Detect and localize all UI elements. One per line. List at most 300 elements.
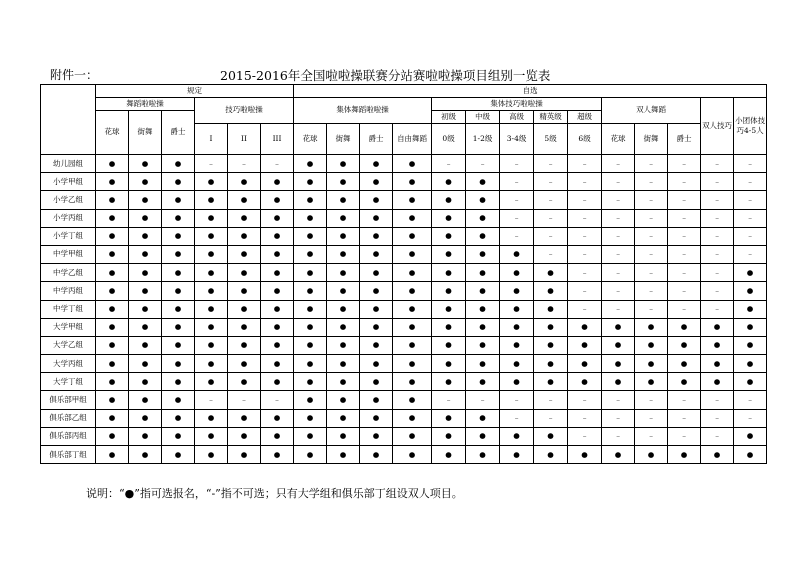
mark-cell: – [701, 409, 734, 427]
table-row [41, 318, 767, 336]
mark-cell: – [701, 245, 734, 263]
table-row [41, 282, 767, 300]
mark-cell: ● [432, 300, 466, 318]
mark-cell: ● [432, 355, 466, 373]
mark-cell: – [228, 155, 261, 173]
mark-cell: ● [228, 191, 261, 209]
mark-cell: ● [327, 264, 360, 282]
mark-cell: ● [294, 191, 327, 209]
mark-cell: ● [96, 282, 129, 300]
mark-cell: ● [466, 446, 500, 464]
mark-cell: ● [466, 191, 500, 209]
annex-label: 附件一： [50, 68, 99, 82]
mark-cell: ● [96, 318, 129, 336]
mark-cell: ● [195, 427, 228, 445]
mark-cell: ● [129, 318, 162, 336]
mark-cell: ● [635, 373, 668, 391]
mark-cell: ● [393, 409, 432, 427]
table-row [41, 427, 767, 445]
mark-cell: ● [162, 336, 195, 354]
mark-cell: – [500, 409, 534, 427]
mark-cell: – [668, 300, 701, 318]
dance-type-jiewu: 街舞 [129, 111, 162, 155]
mark-cell: ● [734, 318, 767, 336]
mark-cell: – [668, 409, 701, 427]
mark-cell: ● [602, 446, 635, 464]
mark-cell: ● [327, 427, 360, 445]
mark-cell: ● [360, 318, 393, 336]
mark-cell: ● [500, 355, 534, 373]
mark-cell: ● [294, 391, 327, 409]
mark-cell: ● [534, 446, 568, 464]
mark-cell: ● [360, 209, 393, 227]
mark-cell: ● [602, 336, 635, 354]
mark-cell: ● [432, 427, 466, 445]
mark-cell: ● [432, 409, 466, 427]
mark-cell: ● [734, 264, 767, 282]
mark-cell: ● [162, 355, 195, 373]
mark-cell: – [568, 282, 602, 300]
mark-cell: – [500, 155, 534, 173]
mark-cell: – [602, 227, 635, 245]
mark-cell: ● [228, 209, 261, 227]
small-group-skill-header: 小团体技巧4-5人 [734, 98, 767, 155]
mark-cell: ● [360, 409, 393, 427]
mark-cell: ● [129, 264, 162, 282]
table-body [41, 155, 767, 464]
mark-cell: ● [96, 373, 129, 391]
mark-cell: ● [360, 355, 393, 373]
mark-cell: – [701, 300, 734, 318]
mark-cell: ● [327, 173, 360, 191]
row-group-label: 中学甲组 [41, 245, 96, 263]
mark-cell: – [534, 245, 568, 263]
mark-cell: ● [701, 318, 734, 336]
row-group-label: 小学甲组 [41, 173, 96, 191]
mark-cell: ● [602, 355, 635, 373]
mark-cell: ● [534, 336, 568, 354]
mark-cell: ● [534, 318, 568, 336]
mark-cell: ● [162, 318, 195, 336]
mark-cell: ● [568, 318, 602, 336]
mark-cell: ● [568, 446, 602, 464]
mark-cell: ● [327, 336, 360, 354]
mark-cell: ● [432, 336, 466, 354]
mark-cell: ● [466, 245, 500, 263]
mark-cell: – [701, 282, 734, 300]
mark-cell: ● [668, 373, 701, 391]
mark-cell: ● [228, 264, 261, 282]
mark-cell: ● [162, 282, 195, 300]
document-title: 2015-2016年全国啦啦操联赛分站赛啦啦操项目组别一览表 [220, 68, 551, 83]
skill-cheer-header: 技巧啦啦操 [195, 98, 294, 124]
pair-dance-header: 双人舞蹈 [602, 98, 701, 124]
mark-cell: ● [393, 391, 432, 409]
mark-cell: ● [668, 355, 701, 373]
mark-cell: ● [327, 209, 360, 227]
mark-cell: ● [294, 173, 327, 191]
mark-cell: ● [466, 209, 500, 227]
mark-cell: ● [327, 373, 360, 391]
mark-cell: – [635, 300, 668, 318]
mark-cell: ● [129, 173, 162, 191]
row-group-label: 俱乐部丙组 [41, 427, 96, 445]
mark-cell: – [228, 391, 261, 409]
mark-cell: ● [96, 300, 129, 318]
mark-cell: – [261, 155, 294, 173]
mark-cell: ● [195, 355, 228, 373]
mark-cell: ● [466, 355, 500, 373]
mark-cell: – [568, 227, 602, 245]
mark-cell: – [602, 300, 635, 318]
table-row [41, 446, 767, 464]
mark-cell: ● [195, 300, 228, 318]
mark-cell: ● [96, 245, 129, 263]
mark-cell: ● [466, 300, 500, 318]
mark-cell: ● [432, 173, 466, 191]
mark-cell: ● [195, 191, 228, 209]
mark-cell: – [734, 209, 767, 227]
mark-cell: – [668, 173, 701, 191]
mark-cell: – [701, 427, 734, 445]
event-table [40, 84, 767, 464]
level-1-2: 1-2级 [466, 124, 500, 155]
mark-cell: – [534, 191, 568, 209]
table-row [41, 209, 767, 227]
mark-cell: ● [261, 318, 294, 336]
mark-cell: ● [360, 245, 393, 263]
row-group-label: 俱乐部甲组 [41, 391, 96, 409]
pair-skill-header: 双人技巧 [701, 98, 734, 155]
mark-cell: ● [261, 245, 294, 263]
mark-cell: – [195, 155, 228, 173]
mark-cell: ● [261, 409, 294, 427]
optional-header: 自选 [294, 85, 767, 98]
mark-cell: ● [228, 336, 261, 354]
mark-cell: – [668, 191, 701, 209]
mark-cell: ● [129, 409, 162, 427]
group-dance-type-huaqiu: 花球 [294, 124, 327, 155]
mark-cell: – [568, 155, 602, 173]
mark-cell: – [568, 264, 602, 282]
row-group-label: 大学甲组 [41, 318, 96, 336]
mark-cell: ● [327, 391, 360, 409]
mark-cell: ● [195, 245, 228, 263]
mark-cell: – [701, 391, 734, 409]
mark-cell: – [195, 391, 228, 409]
dance-type-huaqiu: 花球 [96, 111, 129, 155]
group-dance-type-free: 自由舞蹈 [393, 124, 432, 155]
mark-cell: ● [701, 373, 734, 391]
mark-cell: – [734, 227, 767, 245]
mark-cell: ● [261, 173, 294, 191]
mark-cell: – [534, 391, 568, 409]
mark-cell: ● [432, 318, 466, 336]
dance-type-jueshi: 爵士 [162, 111, 195, 155]
mark-cell: – [534, 409, 568, 427]
mark-cell: ● [466, 282, 500, 300]
mark-cell: ● [195, 227, 228, 245]
mark-cell: – [568, 191, 602, 209]
mark-cell: ● [393, 282, 432, 300]
row-group-label: 俱乐部丁组 [41, 446, 96, 464]
mark-cell: – [668, 391, 701, 409]
row-group-label: 小学乙组 [41, 191, 96, 209]
table-row [41, 264, 767, 282]
mark-cell: ● [360, 427, 393, 445]
mark-cell: ● [294, 318, 327, 336]
mark-cell: ● [327, 227, 360, 245]
mark-cell: ● [294, 264, 327, 282]
mark-cell: ● [734, 336, 767, 354]
mark-cell: ● [195, 409, 228, 427]
mark-cell: – [534, 173, 568, 191]
mark-cell: ● [393, 446, 432, 464]
mark-cell: ● [294, 282, 327, 300]
mark-cell: ● [466, 427, 500, 445]
mark-cell: ● [500, 245, 534, 263]
mark-cell: ● [393, 300, 432, 318]
mark-cell: ● [393, 245, 432, 263]
mark-cell: – [568, 300, 602, 318]
mark-cell: – [668, 155, 701, 173]
mark-cell: ● [500, 336, 534, 354]
mark-cell: ● [129, 336, 162, 354]
mark-cell: ● [360, 446, 393, 464]
mark-cell: ● [96, 227, 129, 245]
mark-cell: ● [96, 355, 129, 373]
mark-cell: ● [432, 245, 466, 263]
mark-cell: ● [360, 264, 393, 282]
mark-cell: ● [195, 373, 228, 391]
mark-cell: ● [129, 427, 162, 445]
mark-cell: ● [635, 336, 668, 354]
mark-cell: ● [294, 227, 327, 245]
mark-cell: ● [635, 355, 668, 373]
mark-cell: ● [393, 336, 432, 354]
mark-cell: ● [228, 373, 261, 391]
mark-cell: ● [393, 355, 432, 373]
mark-cell: ● [360, 227, 393, 245]
mark-cell: – [500, 391, 534, 409]
mark-cell: ● [602, 373, 635, 391]
mark-cell: ● [228, 355, 261, 373]
mark-cell: ● [327, 446, 360, 464]
level-name-chuji: 初级 [432, 111, 466, 124]
mark-cell: ● [360, 155, 393, 173]
mark-cell: ● [261, 191, 294, 209]
mark-cell: – [701, 209, 734, 227]
skill-type-3: III [261, 124, 294, 155]
mark-cell: ● [294, 427, 327, 445]
mark-cell: ● [668, 446, 701, 464]
mark-cell: ● [294, 155, 327, 173]
row-group-label: 中学丙组 [41, 282, 96, 300]
mark-cell: ● [432, 209, 466, 227]
mark-cell: ● [432, 446, 466, 464]
mark-cell: – [635, 264, 668, 282]
mark-cell: ● [261, 282, 294, 300]
mark-cell: – [668, 282, 701, 300]
group-dance-header: 集体舞蹈啦啦操 [294, 98, 432, 124]
mark-cell: – [500, 227, 534, 245]
mark-cell: – [602, 209, 635, 227]
mark-cell: ● [466, 227, 500, 245]
mark-cell: ● [500, 318, 534, 336]
mark-cell: ● [360, 173, 393, 191]
mark-cell: ● [734, 300, 767, 318]
mark-cell: ● [129, 355, 162, 373]
mark-cell: – [534, 155, 568, 173]
row-group-label: 中学乙组 [41, 264, 96, 282]
mark-cell: ● [534, 355, 568, 373]
mark-cell: ● [294, 373, 327, 391]
mark-cell: ● [96, 264, 129, 282]
table-row [41, 191, 767, 209]
mark-cell: ● [327, 300, 360, 318]
mark-cell: – [701, 155, 734, 173]
mark-cell: – [734, 173, 767, 191]
mark-cell: ● [327, 155, 360, 173]
mark-cell: ● [701, 446, 734, 464]
row-group-label: 大学丁组 [41, 373, 96, 391]
mark-cell: ● [393, 318, 432, 336]
mark-cell: ● [195, 209, 228, 227]
mark-cell: ● [261, 373, 294, 391]
mark-cell: – [701, 173, 734, 191]
mark-cell: – [635, 191, 668, 209]
mark-cell: ● [568, 355, 602, 373]
mark-cell: – [701, 191, 734, 209]
mark-cell: – [701, 227, 734, 245]
mark-cell: ● [534, 282, 568, 300]
row-group-label: 大学乙组 [41, 336, 96, 354]
mark-cell: – [668, 427, 701, 445]
mark-cell: ● [327, 355, 360, 373]
mark-cell: – [261, 391, 294, 409]
row-group-label: 幼儿园组 [41, 155, 96, 173]
mark-cell: ● [393, 373, 432, 391]
mark-cell: ● [261, 336, 294, 354]
mark-cell: – [568, 427, 602, 445]
mark-cell: – [668, 209, 701, 227]
mark-cell: – [602, 282, 635, 300]
mark-cell: ● [668, 318, 701, 336]
mark-cell: – [568, 209, 602, 227]
mark-cell: – [635, 155, 668, 173]
mark-cell: ● [261, 264, 294, 282]
mark-cell: ● [228, 446, 261, 464]
mark-cell: ● [162, 209, 195, 227]
mark-cell: ● [162, 191, 195, 209]
mark-cell: – [534, 227, 568, 245]
mark-cell: ● [294, 336, 327, 354]
mark-cell: – [568, 391, 602, 409]
mark-cell: ● [327, 245, 360, 263]
mark-cell: ● [228, 427, 261, 445]
mark-cell: – [432, 155, 466, 173]
mark-cell: ● [96, 409, 129, 427]
dance-cheer-header: 舞蹈啦啦操 [96, 98, 195, 111]
row-group-label: 小学丙组 [41, 209, 96, 227]
mark-cell: ● [432, 373, 466, 391]
mark-cell: – [500, 191, 534, 209]
mark-cell: – [602, 245, 635, 263]
mark-cell: ● [432, 191, 466, 209]
mark-cell: ● [393, 209, 432, 227]
mark-cell: ● [432, 264, 466, 282]
mark-cell: ● [393, 427, 432, 445]
mark-cell: ● [734, 446, 767, 464]
mark-cell: ● [162, 264, 195, 282]
mark-cell: – [568, 409, 602, 427]
level-6: 6级 [568, 124, 602, 155]
mark-cell: ● [432, 227, 466, 245]
mark-cell: ● [500, 264, 534, 282]
mark-cell: ● [96, 191, 129, 209]
level-name-jingying: 精英级 [534, 111, 568, 124]
mark-cell: ● [327, 318, 360, 336]
mark-cell: ● [261, 300, 294, 318]
mark-cell: ● [734, 427, 767, 445]
mark-cell: ● [96, 446, 129, 464]
mark-cell: ● [701, 336, 734, 354]
mark-cell: – [602, 391, 635, 409]
mark-cell: – [635, 245, 668, 263]
skill-type-2: II [228, 124, 261, 155]
mark-cell: ● [162, 373, 195, 391]
mark-cell: – [668, 264, 701, 282]
mark-cell: – [602, 427, 635, 445]
mark-cell: ● [129, 446, 162, 464]
mark-cell: ● [129, 227, 162, 245]
mark-cell: – [500, 173, 534, 191]
mark-cell: – [668, 227, 701, 245]
mark-cell: ● [261, 355, 294, 373]
mark-cell: ● [500, 282, 534, 300]
mark-cell: ● [228, 409, 261, 427]
mark-cell: ● [534, 300, 568, 318]
mark-cell: ● [327, 282, 360, 300]
mark-cell: ● [195, 318, 228, 336]
mark-cell: – [466, 391, 500, 409]
mark-cell: – [668, 245, 701, 263]
row-group-label: 俱乐部乙组 [41, 409, 96, 427]
row-group-label: 小学丁组 [41, 227, 96, 245]
mark-cell: ● [393, 191, 432, 209]
mark-cell: ● [96, 391, 129, 409]
group-dance-type-jiewu: 街舞 [327, 124, 360, 155]
mark-cell: ● [635, 446, 668, 464]
mark-cell: ● [734, 282, 767, 300]
mark-cell: ● [261, 446, 294, 464]
mark-cell: ● [195, 282, 228, 300]
mark-cell: – [602, 155, 635, 173]
mark-cell: ● [162, 245, 195, 263]
group-header-cell [41, 85, 96, 155]
mark-cell: ● [162, 409, 195, 427]
mark-cell: ● [96, 155, 129, 173]
mark-cell: – [568, 173, 602, 191]
level-3-4: 3-4级 [500, 124, 534, 155]
mark-cell: ● [360, 391, 393, 409]
mark-cell: ● [500, 300, 534, 318]
mark-cell: ● [393, 155, 432, 173]
table-row [41, 155, 767, 173]
mark-cell: ● [500, 373, 534, 391]
row-group-label: 中学丁组 [41, 300, 96, 318]
mark-cell: ● [466, 336, 500, 354]
